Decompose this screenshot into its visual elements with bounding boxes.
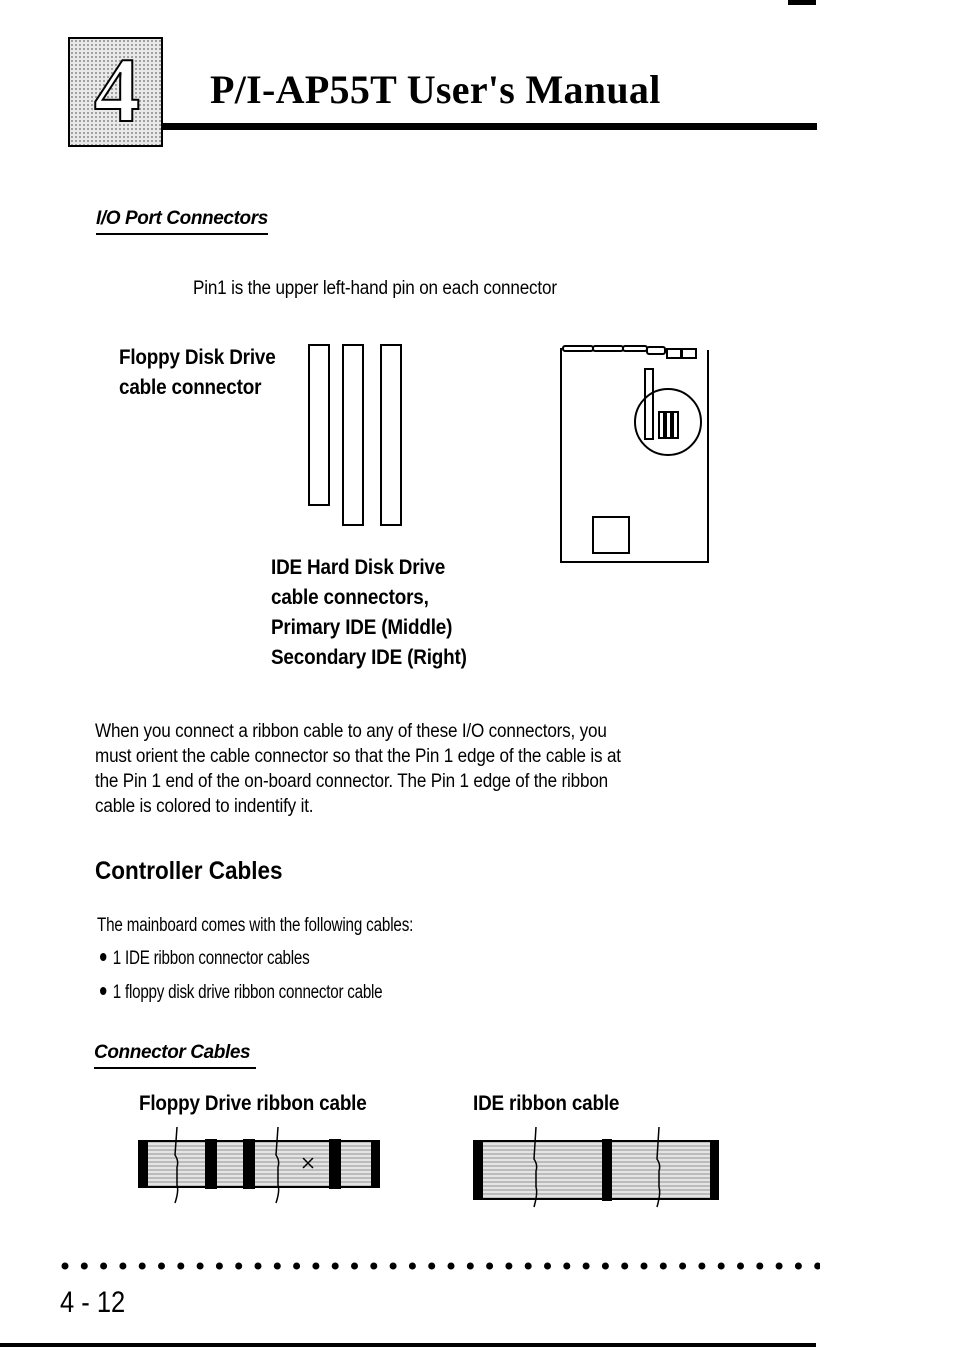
footer-dot: [390, 1263, 397, 1270]
page-number: 4 - 12: [60, 1286, 126, 1319]
footer-dot: [81, 1263, 88, 1270]
ide-label-line2: cable connectors,: [271, 586, 429, 609]
footer-dot: [312, 1263, 319, 1270]
footer-dot: [505, 1263, 512, 1270]
floppy-label-line2: cable connector: [119, 376, 262, 399]
pin1-note: Pin1 is the upper left-hand pin on each connector: [193, 278, 557, 299]
footer-dot: [216, 1263, 223, 1270]
bottom-rule: [0, 1343, 816, 1347]
footer-dot: [274, 1263, 281, 1270]
footer-dot: [621, 1263, 628, 1270]
footer-dot: [293, 1263, 300, 1270]
io-connectors-figure: [300, 340, 410, 530]
io-port-heading: [96, 207, 268, 235]
primary-ide-connector: [343, 345, 363, 525]
board-chip: [593, 517, 629, 553]
floppy-label: [119, 343, 276, 403]
footer-dot: [795, 1263, 802, 1270]
ide-label-line4: Secondary IDE (Right): [271, 646, 467, 669]
footer-dot: [255, 1263, 262, 1270]
secondary-ide-connector: [381, 345, 401, 525]
header-rule: [163, 123, 817, 130]
footer-dot: [158, 1263, 165, 1270]
list-item-text: 1 IDE ribbon connector cables: [112, 948, 310, 969]
list-item: [100, 942, 382, 976]
footer-dot: [235, 1263, 242, 1270]
ide-ribbon-cable-figure: [468, 1125, 728, 1210]
ide-label: [271, 553, 467, 673]
footer-dot: [698, 1263, 705, 1270]
paragraph-line: must orient the cable connector so that the Pin 1 edge of the cable is at: [95, 746, 621, 767]
mainboard-locator-diagram: [555, 340, 720, 570]
bullet-dot: [100, 987, 106, 995]
footer-dot: [602, 1263, 609, 1270]
paragraph-line: When you connect a ribbon cable to any of these I/O connectors, you: [95, 721, 607, 742]
ide-label-line3: Primary IDE (Middle): [271, 616, 453, 639]
paragraph-line: cable is colored to indentify it.: [95, 796, 314, 817]
floppy-cable-caption: Floppy Drive ribbon cable: [139, 1092, 367, 1115]
ide-cable-caption: IDE ribbon cable: [473, 1092, 620, 1115]
controller-cables-heading: Controller Cables: [95, 857, 283, 885]
footer-dot: [679, 1263, 686, 1270]
footer-dot: [139, 1263, 146, 1270]
footer-dot: [197, 1263, 204, 1270]
io-port-heading-text: I/O Port Connectors: [96, 208, 268, 229]
list-item-text: 1 floppy disk drive ribbon connector cable: [112, 982, 383, 1003]
list-item: [100, 976, 382, 1010]
corner-rule: [788, 0, 816, 5]
footer-dot: [448, 1263, 455, 1270]
footer-dot: [544, 1263, 551, 1270]
paragraph-line: the Pin 1 end of the on-board connector. The Pin 1 edge of the ribbon: [95, 771, 608, 792]
footer-dot: [467, 1263, 474, 1270]
floppy-label-line1: Floppy Disk Drive: [119, 346, 276, 369]
footer-dot: [119, 1263, 126, 1270]
floppy-ribbon-cable-figure: [135, 1125, 385, 1210]
footer-dot: [814, 1263, 820, 1270]
footer-dot: [756, 1263, 763, 1270]
cables-list: [100, 942, 382, 1010]
cables-intro: The mainboard comes with the following cables:: [97, 915, 414, 936]
floppy-connector: [309, 345, 329, 505]
footer-dot: [563, 1263, 570, 1270]
footer-dot: [177, 1263, 184, 1270]
footer-dot: [641, 1263, 648, 1270]
board-outline: [561, 348, 708, 562]
bullet-dot: [100, 953, 106, 961]
footer-dot: [776, 1263, 783, 1270]
footer-dot: [332, 1263, 339, 1270]
ide-label-line1: IDE Hard Disk Drive: [271, 556, 446, 579]
footer-dot: [351, 1263, 358, 1270]
orientation-paragraph: [95, 719, 621, 819]
chapter-number: 4: [94, 39, 140, 141]
footer-dot: [409, 1263, 416, 1270]
footer-dot: [737, 1263, 744, 1270]
footer-dot-rule: [60, 1258, 820, 1274]
connector-cables-heading: [94, 1041, 256, 1069]
footer-dot: [660, 1263, 667, 1270]
footer-dot: [525, 1263, 532, 1270]
footer-dot: [428, 1263, 435, 1270]
footer-dot: [718, 1263, 725, 1270]
footer-dot: [62, 1263, 69, 1270]
page-header-title: P/I-AP55T User's Manual: [210, 67, 661, 112]
footer-dot: [100, 1263, 107, 1270]
footer-dot: [583, 1263, 590, 1270]
footer-dot: [370, 1263, 377, 1270]
connector-cables-heading-text: Connector Cables: [94, 1042, 251, 1063]
footer-dot: [486, 1263, 493, 1270]
